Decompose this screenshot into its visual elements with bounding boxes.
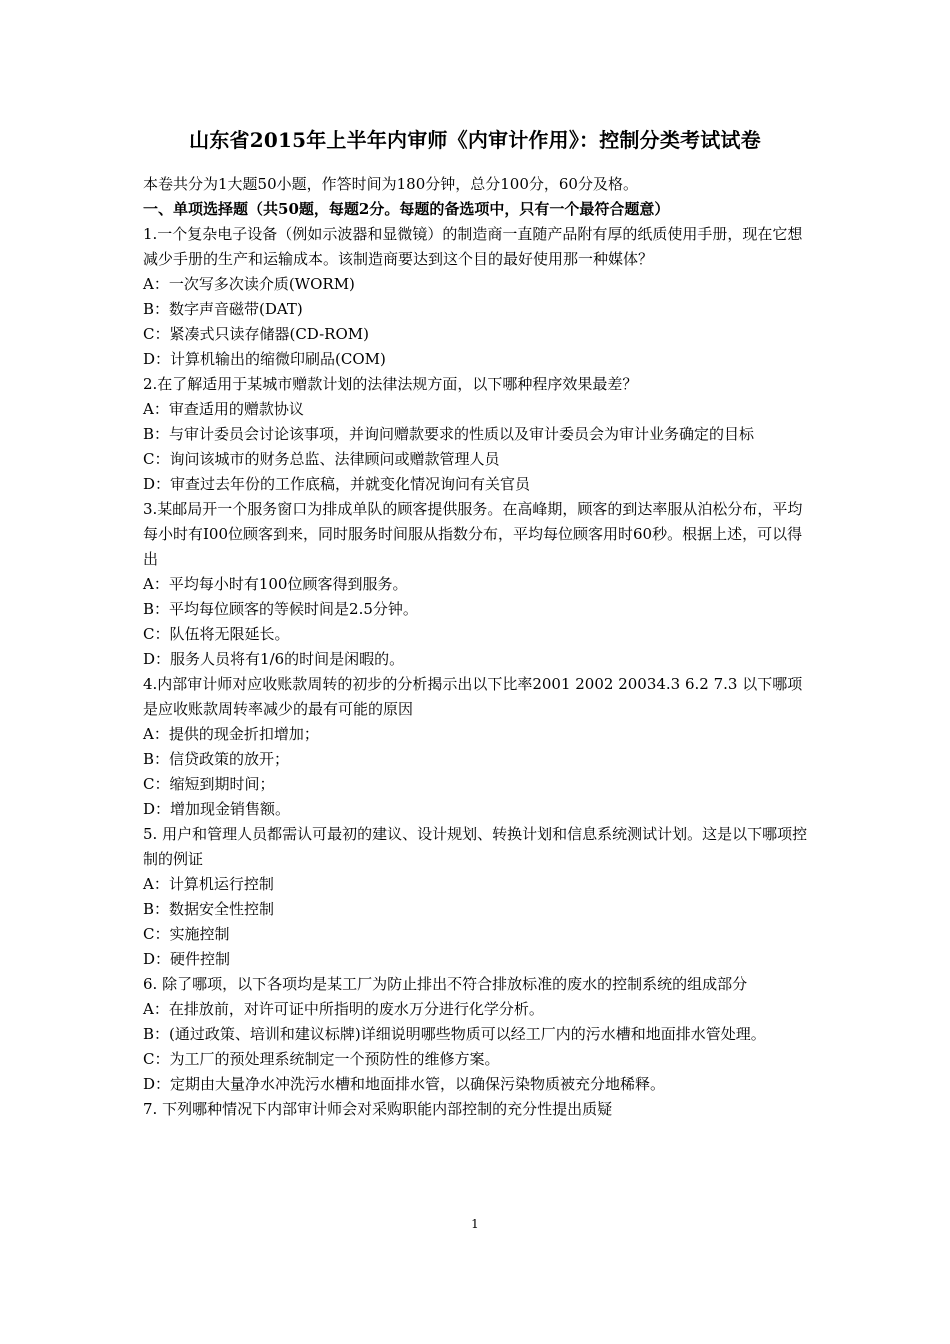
question-stem: 7. 下列哪种情况下内部审计师会对采购职能内部控制的充分性提出质疑 <box>143 1100 613 1118</box>
question-option: D：硬件控制 <box>143 950 231 968</box>
question-stem: 1.一个复杂电子设备（例如示波器和显微镜）的制造商一直随产品附有厚的纸质使用手册，现在它想减少手册的生产和运输成本。该制造商要达到这个目的最好使用那一种媒体？ <box>143 225 803 268</box>
question-option: C：缩短到期时间； <box>143 775 275 793</box>
question-option: C：实施控制 <box>143 925 230 943</box>
question-stem: 2.在了解适用于某城市赠款计划的法律法规方面，以下哪种程序效果最差？ <box>143 375 638 393</box>
question-stem: 5. 用户和管理人员都需认可最初的建议、设计规划、转换计划和信息系统测试计划。这是以下哪项控制的例证 <box>143 825 808 868</box>
question-option: A：审查适用的赠款协议 <box>143 400 304 418</box>
question-option: A：平均每小时有100位顾客得到服务。 <box>143 575 408 593</box>
question-option: B：信贷政策的放开； <box>143 750 290 768</box>
question-stem: 3.某邮局开一个服务窗口为排成单队的顾客提供服务。在高峰期，顾客的到达率服从泊松分布，平均每小时有I00位顾客到来，同时服务时间服从指数分布，平均每位顾客用时60秒。根据上述，可以得出 <box>143 500 803 568</box>
question-option: B：数据安全性控制 <box>143 900 275 918</box>
question-option: C：队伍将无限延长。 <box>143 625 290 643</box>
question-stem: 6. 除了哪项，以下各项均是某工厂为防止排出不符合排放标准的废水的控制系统的组成部分 <box>143 975 748 993</box>
page-number: 1 <box>471 1217 479 1231</box>
section-heading: 一、单项选择题（共50题，每题2分。每题的备选项中，只有一个最符合题意） <box>143 200 670 218</box>
question-option: A：一次写多次读介质(WORM) <box>143 275 355 293</box>
exam-intro: 本卷共分为1大题50小题，作答时间为180分钟，总分100分，60分及格。 <box>143 175 638 193</box>
question-option: A：提供的现金折扣增加； <box>143 725 319 743</box>
question-option: C：询问该城市的财务总监、法律顾问或赠款管理人员 <box>143 450 500 468</box>
question-option: B：与审计委员会讨论该事项，并询问赠款要求的性质以及审计委员会为审计业务确定的目标 <box>143 425 755 443</box>
question-option: D：增加现金销售额。 <box>143 800 291 818</box>
document-body <box>143 172 813 1122</box>
question-option: B：数字声音磁带(DAT) <box>143 300 303 318</box>
question-option: D：计算机输出的缩微印刷品(COM) <box>143 350 386 368</box>
question-option: A：计算机运行控制 <box>143 875 274 893</box>
question-option: C：为工厂的预处理系统制定一个预防性的维修方案。 <box>143 1050 500 1068</box>
document-title: 山东省2015年上半年内审师《内审计作用》：控制分类考试试卷 <box>189 128 761 152</box>
question-option: A：在排放前，对许可证中所指明的废水万分进行化学分析。 <box>143 1000 544 1018</box>
question-option: C：紧凑式只读存储器(CD-ROM) <box>143 325 369 343</box>
question-option: D：审查过去年份的工作底稿，并就变化情况询问有关官员 <box>143 475 531 493</box>
question-option: B：平均每位顾客的等候时间是2.5分钟。 <box>143 600 418 618</box>
question-option: B：(通过政策、培训和建议标牌)详细说明哪些物质可以经工厂内的污水槽和地面排水管处理。 <box>143 1025 766 1043</box>
question-option: D：定期由大量净水冲洗污水槽和地面排水管，以确保污染物质被充分地稀释。 <box>143 1075 666 1093</box>
question-stem: 4.内部审计师对应收账款周转的初步的分析揭示出以下比率2001 2002 20034.3 6.2 7.3 以下哪项是应收账款周转率减少的最有可能的原因 <box>143 675 803 718</box>
question-option: D：服务人员将有1/6的时间是闲暇的。 <box>143 650 405 668</box>
